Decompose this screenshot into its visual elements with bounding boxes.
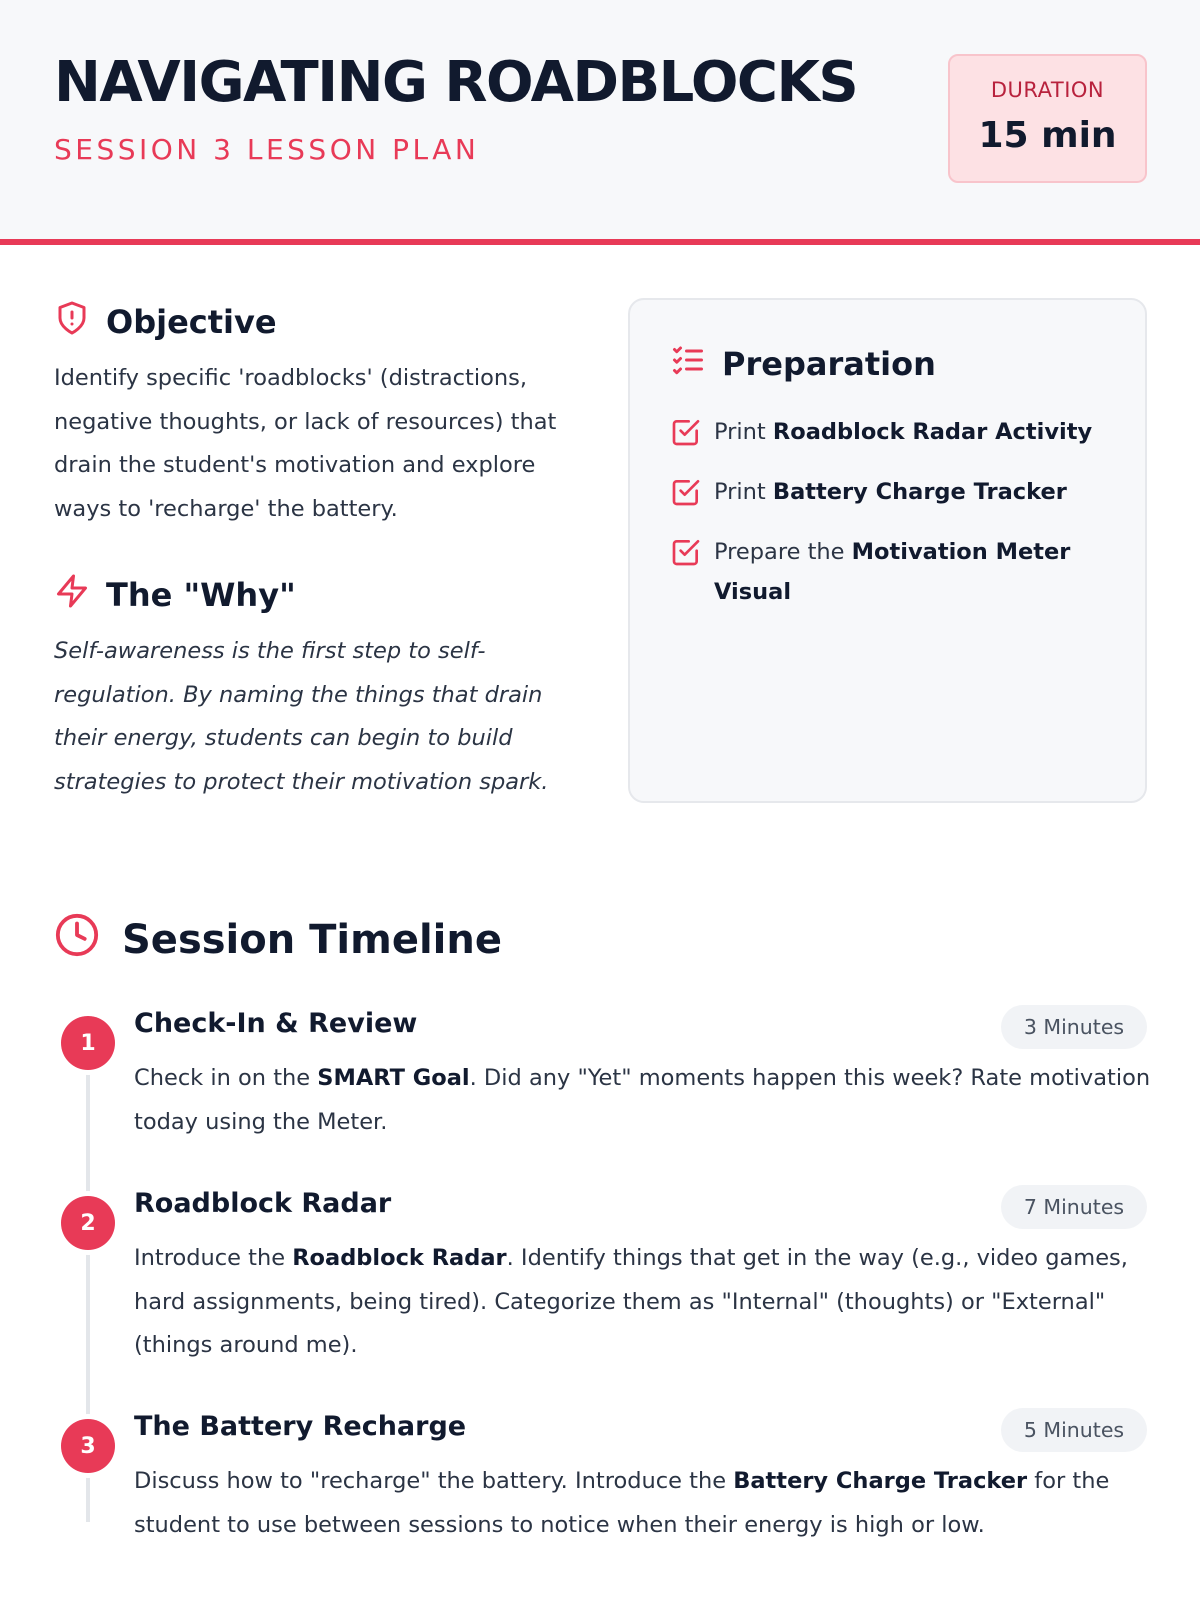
step-duration-badge: 7 Minutes bbox=[1001, 1185, 1147, 1229]
step-text: . Did any "Yet" moments happen this week? Rate motivation today using the Meter. bbox=[134, 1065, 1151, 1135]
clock-icon bbox=[54, 912, 122, 968]
why-heading bbox=[54, 573, 296, 617]
step-text: Check in on the bbox=[134, 1065, 318, 1091]
duration-value: 15 min bbox=[978, 115, 1117, 156]
why-heading-text: The "Why" bbox=[106, 576, 296, 614]
step-text: . Identify things that get in the way (e.g., video games, hard assignments, being tired). Categorize them as "Internal" (thoughts) or "External" (things around me). bbox=[134, 1245, 1128, 1358]
preparation-item-name: Battery Charge Tracker bbox=[772, 479, 1067, 505]
step-key-term: Battery Charge Tracker bbox=[733, 1468, 1028, 1494]
step-number: 3 bbox=[61, 1419, 115, 1473]
zap-icon bbox=[54, 573, 106, 617]
checkbox-checked-icon bbox=[670, 532, 702, 572]
preparation-item bbox=[670, 532, 1110, 612]
step-number: 1 bbox=[61, 1016, 115, 1070]
step-description bbox=[134, 1237, 1154, 1368]
step-text: Discuss how to "recharge" the battery. Introduce the bbox=[134, 1468, 734, 1494]
page-title: NAVIGATING ROADBLOCKS bbox=[54, 50, 858, 115]
step-duration-badge: 3 Minutes bbox=[1001, 1005, 1147, 1049]
step-key-term: SMART Goal bbox=[317, 1065, 470, 1091]
step-text: for the student to use between sessions to notice when their energy is high or low. bbox=[134, 1468, 1110, 1538]
page-subtitle: SESSION 3 LESSON PLAN bbox=[54, 133, 480, 166]
lesson-header bbox=[0, 0, 1200, 245]
preparation-item bbox=[670, 412, 1110, 452]
preparation-item-prefix: Print bbox=[714, 419, 773, 445]
step-title: Roadblock Radar bbox=[134, 1188, 392, 1219]
step-number: 2 bbox=[61, 1196, 115, 1250]
list-checks-icon bbox=[670, 342, 722, 386]
step-text: Introduce the bbox=[134, 1245, 293, 1271]
preparation-item-name: Motivation Meter Visual bbox=[714, 539, 1071, 605]
shield-alert-icon bbox=[54, 300, 106, 344]
duration-badge bbox=[948, 54, 1147, 183]
checkbox-checked-icon bbox=[670, 472, 702, 512]
timeline-heading-text: Session Timeline bbox=[122, 917, 502, 963]
why-text: Self-awareness is the first step to self-regulation. By naming the things that drain their energy, students can begin to build strategies to protect their motivation spark. bbox=[54, 638, 549, 795]
preparation-item bbox=[670, 472, 1110, 512]
objective-heading-text: Objective bbox=[106, 303, 277, 341]
preparation-heading bbox=[670, 342, 936, 386]
step-duration-badge: 5 Minutes bbox=[1001, 1408, 1147, 1452]
preparation-item-name: Roadblock Radar Activity bbox=[772, 419, 1093, 445]
objective-text: Identify specific 'roadblocks' (distractions, negative thoughts, or lack of resources) that drain the student's motivation and explore ways to 'recharge' the battery. bbox=[54, 365, 557, 522]
checkbox-checked-icon bbox=[670, 412, 702, 452]
timeline-heading bbox=[54, 912, 502, 968]
duration-label: DURATION bbox=[990, 78, 1105, 102]
objective-heading bbox=[54, 300, 277, 344]
preparation-heading-text: Preparation bbox=[722, 345, 936, 383]
step-title: Check-In & Review bbox=[134, 1008, 418, 1039]
step-key-term: Roadblock Radar bbox=[292, 1245, 507, 1271]
step-title: The Battery Recharge bbox=[134, 1411, 467, 1442]
preparation-item-prefix: Print bbox=[714, 479, 773, 505]
preparation-item-prefix: Prepare the bbox=[714, 539, 852, 565]
step-description bbox=[134, 1057, 1154, 1144]
step-description bbox=[134, 1460, 1154, 1547]
